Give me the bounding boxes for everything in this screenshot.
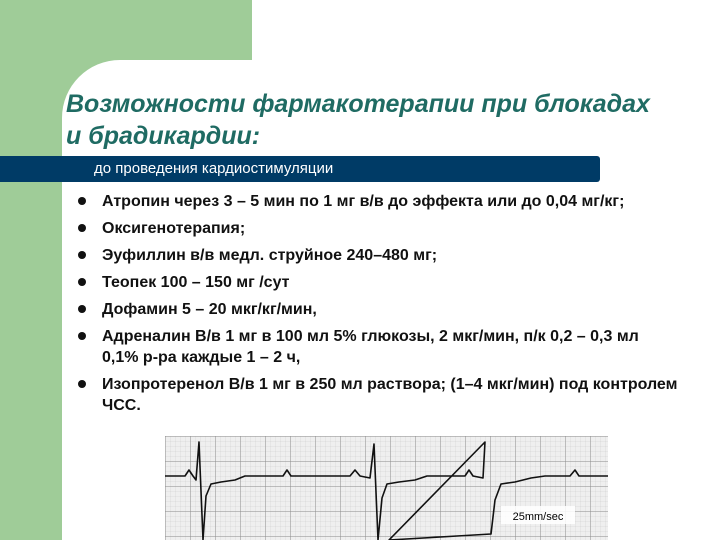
list-item-text: Эуфиллин в/в медл. струйное 240–480 мг; [102, 247, 438, 264]
list-item [78, 245, 678, 266]
slide-title: Возможности фармакотерапии при блокадах и брадикардии: [66, 90, 650, 150]
list-item [78, 191, 678, 212]
drug-list [78, 191, 678, 422]
list-item-text: Адреналин В/в 1 мг в 100 мл 5% глюкозы, 2 мкг/мин, п/к 0,2 – 0,3 мл 0,1% р-ра каждые 1 – 2 ч, [102, 328, 639, 366]
bullet-icon [78, 251, 86, 259]
bullet-icon [78, 224, 86, 232]
subtitle-text: до проведения кардиостимуляции [94, 160, 334, 177]
list-item-text: Изопротеренол В/в 1 мг в 250 мл раствора; (1–4 мкг/мин) под контролем ЧСС. [102, 376, 678, 414]
bullet-icon [78, 278, 86, 286]
subtitle-banner [0, 156, 600, 182]
list-item-text: Атропин через 3 – 5 мин по 1 мг в/в до эффекта или до 0,04 мг/кг; [102, 193, 625, 210]
list-item [78, 299, 678, 320]
list-item [78, 374, 678, 416]
bullet-icon [78, 332, 86, 340]
list-item [78, 272, 678, 293]
list-item [78, 218, 678, 239]
list-item-text: Теопек 100 – 150 мг /сут [102, 274, 290, 291]
bullet-icon [78, 197, 86, 205]
list-item-text: Дофамин 5 – 20 мкг/кг/мин, [102, 301, 317, 318]
ecg-speed-label: 25mm/sec [512, 511, 564, 523]
list-item-text: Оксигенотерапия; [102, 220, 246, 237]
bullet-icon [78, 380, 86, 388]
ecg-strip-image [165, 436, 608, 540]
bullet-icon [78, 305, 86, 313]
list-item [78, 326, 678, 368]
